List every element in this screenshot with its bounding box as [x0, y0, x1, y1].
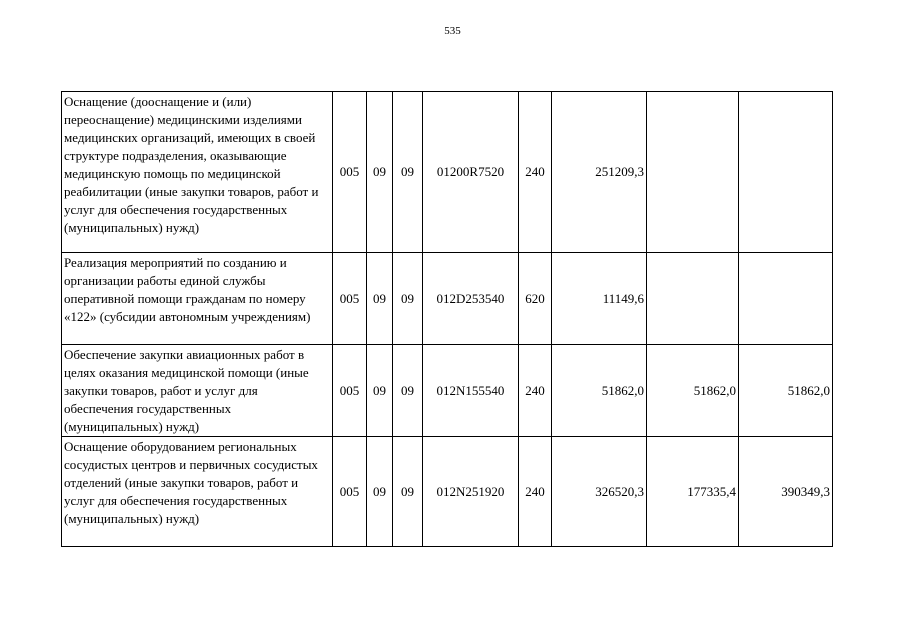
amount-year2-cell: 51862,0 — [647, 345, 739, 437]
subsection-code-cell: 09 — [393, 253, 423, 345]
ministry-code-cell: 005 — [333, 92, 367, 253]
target-article-cell: 01200R7520 — [423, 92, 519, 253]
expense-type-cell: 240 — [519, 92, 552, 253]
target-article-cell: 012D253540 — [423, 253, 519, 345]
table-row — [62, 437, 833, 547]
amount-year3-cell — [739, 92, 833, 253]
expense-type-cell: 240 — [519, 437, 552, 547]
amount-year1-cell: 251209,3 — [552, 92, 647, 253]
table-row — [62, 92, 833, 253]
ministry-code-cell: 005 — [333, 253, 367, 345]
item-name-cell: Обеспечение закупки авиационных работ в целях оказания медицинской помощи (иные закупки товаров, работ и услуг для обеспечения государственных (муниципальных) нужд) — [62, 345, 333, 437]
amount-year3-cell — [739, 253, 833, 345]
expense-type-cell: 240 — [519, 345, 552, 437]
table-row — [62, 345, 833, 437]
section-code-cell: 09 — [367, 253, 393, 345]
expense-type-cell: 620 — [519, 253, 552, 345]
item-name-cell: Оснащение (дооснащение и (или) переоснащение) медицинскими изделиями медицинских организаций, имеющих в своей структуре подразделения, оказывающие медицинскую помощь по медицинской реабилитации (иные закупки товаров, работ и услуг для обеспечения государственных (муниципальных) нужд) — [62, 92, 333, 253]
item-name-cell: Оснащение оборудованием региональных сосудистых центров и первичных сосудистых отделений (иные закупки товаров, работ и услуг для обеспечения государственных (муниципальных) нужд) — [62, 437, 333, 547]
amount-year2-cell — [647, 92, 739, 253]
ministry-code-cell: 005 — [333, 345, 367, 437]
ministry-code-cell: 005 — [333, 437, 367, 547]
subsection-code-cell: 09 — [393, 437, 423, 547]
amount-year3-cell: 51862,0 — [739, 345, 833, 437]
budget-table — [61, 91, 833, 547]
amount-year1-cell: 11149,6 — [552, 253, 647, 345]
amount-year2-cell: 177335,4 — [647, 437, 739, 547]
subsection-code-cell: 09 — [393, 345, 423, 437]
section-code-cell: 09 — [367, 92, 393, 253]
section-code-cell: 09 — [367, 345, 393, 437]
subsection-code-cell: 09 — [393, 92, 423, 253]
amount-year1-cell: 51862,0 — [552, 345, 647, 437]
page-number: 535 — [444, 25, 461, 37]
table-row — [62, 253, 833, 345]
item-name-cell: Реализация мероприятий по созданию и организации работы единой службы оперативной помощи гражданам по номеру «122» (субсидии автономным учреждениям) — [62, 253, 333, 345]
target-article-cell: 012N155540 — [423, 345, 519, 437]
amount-year3-cell: 390349,3 — [739, 437, 833, 547]
amount-year1-cell: 326520,3 — [552, 437, 647, 547]
section-code-cell: 09 — [367, 437, 393, 547]
amount-year2-cell — [647, 253, 739, 345]
target-article-cell: 012N251920 — [423, 437, 519, 547]
